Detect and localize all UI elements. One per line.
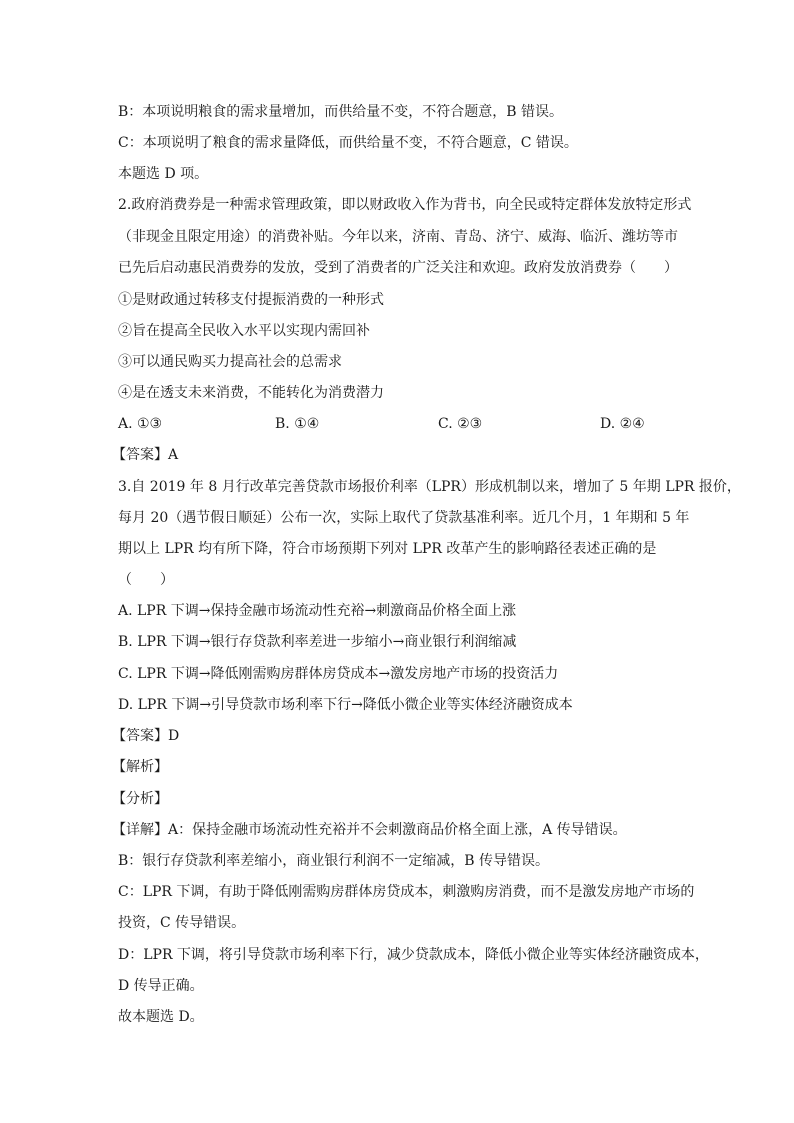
prev-explanation-c: C：本项说明了粮食的需求量降低，而供给量不变，不符合题意，C 错误。	[118, 135, 578, 151]
q2-option-a: A. ①③	[118, 416, 163, 432]
q3-stem-line-2: 每月 20（遇节假日顺延）公布一次，实际上取代了贷款基准利率。近几个月，1 年期和 5 年	[118, 510, 690, 526]
q3-conclusion: 故本题选 D。	[118, 1009, 204, 1025]
q3-option-d: D. LPR 下调→引导贷款市场利率下行→降低小微企业等实体经济融资成本	[118, 697, 573, 713]
q2-stem-line-3: 已先后启动惠民消费券的发放，受到了消费者的广泛关注和欢迎。政府发放消费券（ ）	[118, 260, 678, 276]
q3-stem-line-1: 3.自 2019 年 8 月行改革完善贷款市场报价利率（LPR）形成机制以来，增加了 5 年期 LPR 报价，	[118, 479, 741, 495]
q2-option-d: D. ②④	[600, 416, 645, 432]
q3-detail-line-5: D：LPR 下调，将引导贷款市场利率下行，减少贷款成本，降低小微企业等实体经济融资成本，	[118, 947, 709, 963]
q3-stem-line-4: （ ）	[118, 572, 174, 588]
q2-answer: 【答案】A	[112, 447, 179, 463]
q3-option-a: A. LPR 下调→保持金融市场流动性充裕→刺激商品价格全面上涨	[118, 603, 517, 619]
q3-detail-line-6: D 传导正确。	[118, 978, 204, 994]
prev-explanation-b: B：本项说明粮食的需求量增加，而供给量不变，不符合题意，B 错误。	[118, 104, 564, 120]
q3-analysis-heading: 【解析】	[112, 759, 168, 775]
q3-answer: 【答案】D	[112, 728, 180, 744]
q3-analysis-sub: 【分析】	[112, 791, 168, 807]
q3-detail-line-1: 【详解】A：保持金融市场流动性充裕并不会刺激商品价格全面上涨，A 传导错误。	[112, 822, 627, 838]
q3-detail-line-3: C：LPR 下调，有助于降低刚需购房群体房贷成本，刺激购房消费，而不是激发房地产市场的	[118, 884, 695, 900]
q3-option-c: C. LPR 下调→降低刚需购房群体房贷成本→激发房地产市场的投资活力	[118, 666, 559, 682]
prev-conclusion: 本题选 D 项。	[118, 166, 209, 182]
q2-statement-3: ③可以通民购买力提高社会的总需求	[118, 354, 342, 370]
q3-stem-line-3: 期以上 LPR 均有所下降，符合市场预期下列对 LPR 改革产生的影响路径表述正确的是	[118, 541, 657, 557]
q3-detail-line-4: 投资，C 传导错误。	[118, 915, 246, 931]
q2-statement-4: ④是在透支未来消费，不能转化为消费潜力	[118, 385, 384, 401]
q2-stem-line-1: 2.政府消费券是一种需求管理政策，即以财政收入作为背书，向全民或特定群体发放特定形式	[118, 197, 692, 213]
q2-statement-1: ①是财政通过转移支付提振消费的一种形式	[118, 292, 384, 308]
q2-option-b: B. ①④	[275, 416, 320, 432]
q2-option-c: C. ②③	[438, 416, 483, 432]
q2-stem-line-2: （非现金且限定用途）的消费补贴。今年以来，济南、青岛、济宁、威海、临沂、潍坊等市	[118, 229, 678, 245]
q3-detail-line-2: B：银行存贷款利率差缩小，商业银行利润不一定缩减，B 传导错误。	[118, 853, 550, 869]
q3-option-b: B. LPR 下调→银行存贷款利率差进一步缩小→商业银行利润缩减	[118, 634, 517, 650]
q2-statement-2: ②旨在提高全民收入水平以实现内需回补	[118, 323, 370, 339]
